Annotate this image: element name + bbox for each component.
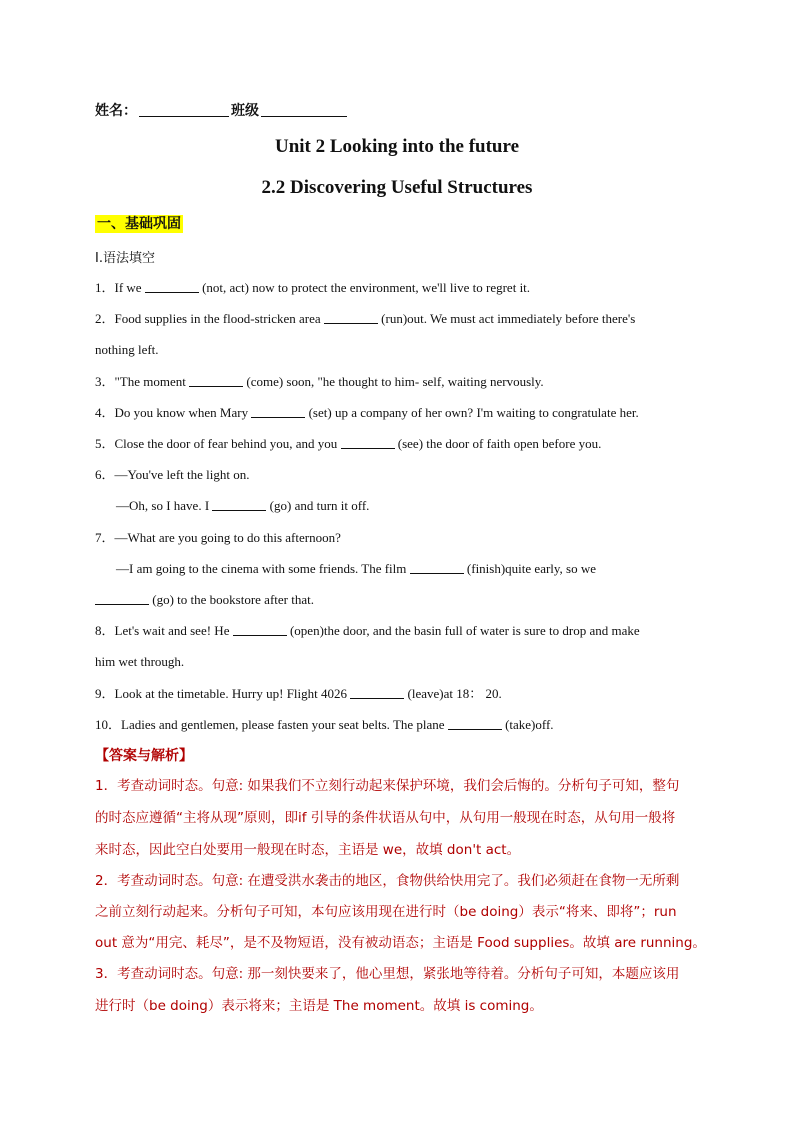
question-1: 1．If we (not, act) now to protect the environment, we'll live to regret it. (95, 280, 531, 295)
name-label: 姓名： (95, 104, 137, 119)
answer-1-line-1: 1．考查动词时态。句意: 如果我们不立刻行动起来保护环境，我们会后悔的。分析句子可知，整句 (95, 778, 680, 794)
answer-3-line-2: 进行时（be doing）表示将来；主语是 The moment。故填 is coming。 (95, 998, 543, 1014)
answer-blank[interactable] (233, 623, 287, 636)
answer-blank[interactable] (251, 405, 305, 418)
question-8-cont: him wet through. (95, 654, 185, 669)
question-7: 7．—What are you going to do this afternoon? (95, 530, 341, 545)
question-7-cont: (go) to the bookstore after that. (95, 591, 710, 609)
answer-heading: 【答案与解析】 (95, 748, 193, 764)
question-6-reply: —Oh, so I have. I (go) and turn it off. (116, 498, 370, 513)
question-2-cont: nothing left. (95, 342, 159, 357)
question-3: 3．"The moment (come) soon, "he thought to him- self, waiting nervously. (95, 374, 544, 389)
question-10: 10．Ladies and gentlemen, please fasten your seat belts. The plane (take)off. (95, 717, 554, 732)
student-info-line (95, 100, 349, 120)
question-4: 4．Do you know when Mary (set) up a company of her own? I'm waiting to congratulate her. (95, 405, 639, 420)
section-heading: 一、基础巩固 (97, 216, 181, 232)
answer-blank[interactable] (145, 280, 199, 293)
question-5: 5．Close the door of fear behind you, and you (see) the door of faith open before you. (95, 436, 602, 451)
answer-blank[interactable] (341, 436, 395, 449)
name-blank[interactable] (139, 102, 229, 117)
answer-blank[interactable] (448, 717, 502, 730)
question-2: 2．Food supplies in the flood-stricken area (run)out. We must act immediately before there's (95, 311, 636, 326)
answer-2-line-3: out 意为“用完、耗尽”，是不及物短语，没有被动语态；主语是 Food supplies。故填 are running。 (95, 935, 706, 951)
answer-1-line-2: 的时态应遵循“主将从现”原则，即if 引导的条件状语从句中，从句用一般现在时态，从句用一般将 (95, 810, 676, 826)
answer-blank[interactable] (189, 374, 243, 387)
answer-blank[interactable] (95, 592, 149, 605)
answer-blank[interactable] (410, 561, 464, 574)
unit-title: Unit 2 Looking into the future (274, 136, 520, 157)
question-8: 8．Let's wait and see! He (open)the door, and the basin full of water is sure to drop and make (95, 623, 640, 638)
question-9: 9．Look at the timetable. Hurry up! Flight 4026 (leave)at 18： 20. (95, 686, 502, 701)
answer-blank[interactable] (324, 311, 378, 324)
class-label: 班级 (231, 104, 259, 119)
class-blank[interactable] (261, 102, 347, 117)
answer-blank[interactable] (212, 498, 266, 511)
answer-1-line-3: 来时态，因此空白处要用一般现在时态，主语是 we，故填 don't act。 (95, 842, 521, 858)
question-7-reply: —I am going to the cinema with some friends. The film (finish)quite early, so we (116, 561, 597, 576)
answer-2-line-2: 之前立刻行动起来。分析句子可知，本句应该用现在进行时（be doing）表示“将来、即将”；run (95, 904, 677, 920)
answer-2-line-1: 2．考查动词时态。句意: 在遭受洪水袭击的地区，食物供给快用完了。我们必须赶在食物一无所剩 (95, 873, 680, 889)
subsection-heading: I.语法填空 (95, 251, 155, 266)
lesson-title: 2.2 Discovering Useful Structures (261, 177, 533, 198)
answer-blank[interactable] (350, 686, 404, 699)
question-6: 6．—You've left the light on. (95, 467, 250, 482)
answer-3-line-1: 3．考查动词时态。句意: 那一刻快要来了，他心里想，紧张地等待着。分析句子可知，本题应该用 (95, 966, 680, 982)
